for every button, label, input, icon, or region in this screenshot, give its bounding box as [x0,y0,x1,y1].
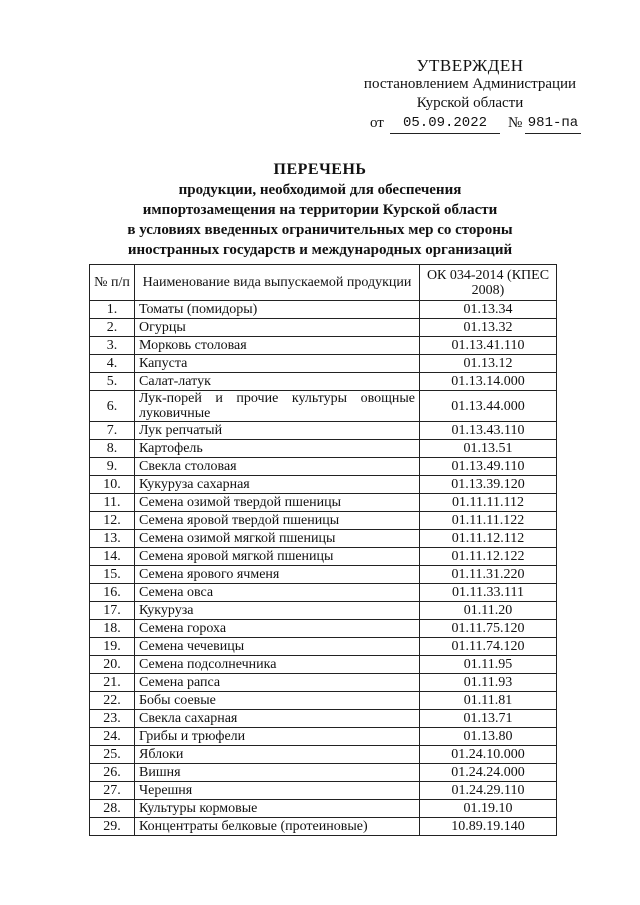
title-heading: ПЕРЕЧЕНЬ [273,161,367,178]
row-number: 24. [90,728,135,746]
row-number: 29. [90,818,135,836]
row-number: 14. [90,548,135,566]
row-name: Бобы соевые [135,692,420,710]
header-num: № п/п [90,265,135,301]
row-name: Семена озимой твердой пшеницы [135,494,420,512]
approval-date: 05.09.2022 [390,114,500,134]
row-name: Морковь столовая [135,337,420,355]
table-row [90,355,557,373]
row-number: 22. [90,692,135,710]
row-number: 28. [90,800,135,818]
row-code: 01.11.11.112 [420,494,557,512]
table-row [90,800,557,818]
row-name: Томаты (помидоры) [135,301,420,319]
row-number: 4. [90,355,135,373]
products-table [89,264,557,836]
row-code: 01.24.10.000 [420,746,557,764]
row-number: 27. [90,782,135,800]
row-name: Семена озимой мягкой пшеницы [135,530,420,548]
row-code: 01.11.81 [420,692,557,710]
table-row [90,710,557,728]
row-code: 01.13.71 [420,710,557,728]
row-code: 01.13.44.000 [420,391,557,422]
row-code: 01.13.39.120 [420,476,557,494]
row-number: 10. [90,476,135,494]
table-row [90,530,557,548]
title-line: продукции, необходимой для обеспечения [178,182,462,198]
document-title [100,160,540,260]
table-row [90,458,557,476]
table-row [90,301,557,319]
row-name: Капуста [135,355,420,373]
row-code: 01.13.49.110 [420,458,557,476]
row-code: 01.19.10 [420,800,557,818]
table-row [90,638,557,656]
row-code: 10.89.19.140 [420,818,557,836]
table-row [90,476,557,494]
row-name: Кукуруза [135,602,420,620]
row-name: Семена рапса [135,674,420,692]
number-prefix: № [508,115,523,131]
table-row [90,422,557,440]
row-number: 20. [90,656,135,674]
row-number: 17. [90,602,135,620]
row-number: 25. [90,746,135,764]
row-code: 01.13.43.110 [420,422,557,440]
row-number: 18. [90,620,135,638]
row-code: 01.13.32 [420,319,557,337]
row-code: 01.11.95 [420,656,557,674]
row-number: 16. [90,584,135,602]
row-code: 01.13.12 [420,355,557,373]
row-number: 13. [90,530,135,548]
row-name: Семена чечевицы [135,638,420,656]
row-code: 01.13.14.000 [420,373,557,391]
row-number: 3. [90,337,135,355]
table-row [90,391,557,422]
row-number: 21. [90,674,135,692]
table-body [90,301,557,836]
title-line: импортозамещения на территории Курской области [142,202,498,218]
row-code: 01.11.31.220 [420,566,557,584]
table-row [90,319,557,337]
row-code: 01.13.34 [420,301,557,319]
row-code: 01.11.12.122 [420,548,557,566]
row-number: 26. [90,764,135,782]
row-code: 01.13.51 [420,440,557,458]
table-row [90,512,557,530]
row-name: Семена овса [135,584,420,602]
row-name: Лук репчатый [135,422,420,440]
row-number: 11. [90,494,135,512]
row-name: Огурцы [135,319,420,337]
row-name: Семена подсолнечника [135,656,420,674]
row-code: 01.11.75.120 [420,620,557,638]
row-number: 1. [90,301,135,319]
row-number: 15. [90,566,135,584]
row-code: 01.13.41.110 [420,337,557,355]
row-number: 23. [90,710,135,728]
row-name: Семена гороха [135,620,420,638]
header-code: ОК 034-2014 (КПЕС 2008) [420,265,557,301]
table-row [90,373,557,391]
row-name: Черешня [135,782,420,800]
table-row [90,692,557,710]
row-name: Яблоки [135,746,420,764]
row-name: Кукуруза сахарная [135,476,420,494]
row-number: 12. [90,512,135,530]
row-name: Семена яровой мягкой пшеницы [135,548,420,566]
title-line: в условиях введенных ограничительных мер со стороны [127,222,513,238]
approval-line-2: Курской области [416,95,524,111]
table-row [90,337,557,355]
approval-date-line [340,114,600,134]
row-number: 5. [90,373,135,391]
row-name: Картофель [135,440,420,458]
table-row [90,782,557,800]
row-name: Культуры кормовые [135,800,420,818]
table-header-row [90,265,557,301]
approval-line-1: постановлением Администрации [363,76,577,92]
row-name: Вишня [135,764,420,782]
table-row [90,728,557,746]
table-row [90,602,557,620]
table-row [90,764,557,782]
approval-number: 981-па [525,114,581,134]
row-number: 8. [90,440,135,458]
row-code: 01.11.74.120 [420,638,557,656]
row-name: Свекла столовая [135,458,420,476]
approval-block [340,56,600,134]
table-row [90,674,557,692]
row-code: 01.13.80 [420,728,557,746]
row-code: 01.24.29.110 [420,782,557,800]
table-row [90,818,557,836]
row-code: 01.11.12.112 [420,530,557,548]
row-number: 9. [90,458,135,476]
title-line: иностранных государств и международных организаций [127,242,513,258]
table-row [90,620,557,638]
row-number: 6. [90,391,135,422]
row-name: Семена яровой твердой пшеницы [135,512,420,530]
row-number: 7. [90,422,135,440]
table-row [90,548,557,566]
row-code: 01.24.24.000 [420,764,557,782]
row-number: 19. [90,638,135,656]
date-prefix: от [370,115,384,131]
row-code: 01.11.93 [420,674,557,692]
row-code: 01.11.33.111 [420,584,557,602]
header-name: Наименование вида выпускаемой продукции [135,265,420,301]
table-row [90,494,557,512]
table-row [90,746,557,764]
row-name: Грибы и трюфели [135,728,420,746]
row-code: 01.11.11.122 [420,512,557,530]
row-name: Концентраты белковые (протеиновые) [135,818,420,836]
row-name: Салат-латук [135,373,420,391]
row-code: 01.11.20 [420,602,557,620]
row-name: Свекла сахарная [135,710,420,728]
approval-heading: УТВЕРЖДЕН [416,56,524,75]
table-row [90,656,557,674]
row-name: Семена ярового ячменя [135,566,420,584]
table-row [90,566,557,584]
row-name: Лук-порей и прочие культуры овощные луковичные [135,391,420,422]
table-row [90,440,557,458]
table-row [90,584,557,602]
row-number: 2. [90,319,135,337]
